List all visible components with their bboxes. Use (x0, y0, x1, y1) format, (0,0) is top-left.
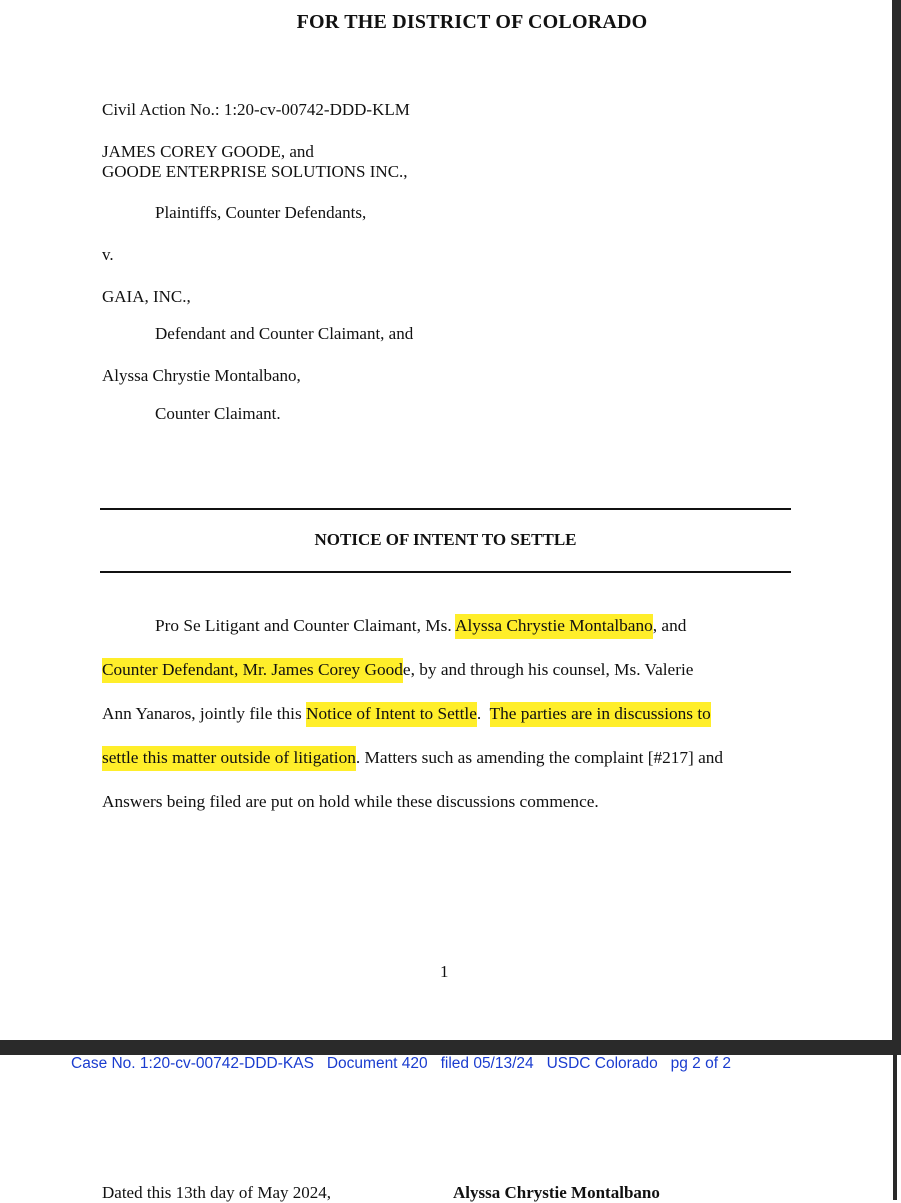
highlighted-text: Notice of Intent to Settle (306, 702, 477, 727)
page-2-right-edge (893, 1055, 897, 1200)
rule-bottom (100, 571, 791, 573)
plaintiff-name-2: GOODE ENTERPRISE SOLUTIONS INC., (102, 162, 408, 181)
body-text: , and (652, 616, 687, 635)
defendant-role-1: Defendant and Counter Claimant, and (155, 324, 414, 343)
page-break (0, 1040, 901, 1055)
highlighted-text: Alyssa Chrystie Montalbano (455, 614, 653, 639)
body-line-2 (102, 660, 790, 680)
body-text: Pro Se Litigant and Counter Claimant, Ms. (155, 616, 455, 635)
defendant-role-2: Counter Claimant. (155, 404, 281, 423)
body-line-1 (102, 616, 790, 636)
body-line-5: Answers being filed are put on hold while these discussions commence. (102, 792, 599, 811)
versus: v. (102, 245, 114, 264)
page-number: 1 (440, 962, 449, 981)
body-line-4 (102, 748, 790, 768)
body-text: e, by and through his counsel, Ms. Valerie (402, 660, 694, 679)
highlighted-text: Counter Defendant, Mr. James Corey Good (102, 658, 403, 683)
rule-top (100, 508, 791, 510)
body-text: . (476, 704, 490, 723)
defendant-name-1: GAIA, INC., (102, 287, 191, 306)
defendant-name-2: Alyssa Chrystie Montalbano, (102, 366, 301, 385)
court-heading: FOR THE DISTRICT OF COLORADO (296, 11, 648, 33)
dated-line: Dated this 13th day of May 2024, (102, 1183, 331, 1202)
signature-name: Alyssa Chrystie Montalbano (453, 1183, 660, 1202)
body-text: Ann Yanaros, jointly file this (102, 704, 307, 723)
body-text: . Matters such as amending the complaint [#217] and (355, 748, 724, 767)
page-1-right-edge (892, 0, 901, 1044)
highlighted-text: The parties are in discussions to (490, 702, 711, 727)
highlighted-text: settle this matter outside of litigation (102, 746, 356, 771)
notice-title: NOTICE OF INTENT TO SETTLE (314, 530, 577, 549)
civil-action-number: Civil Action No.: 1:20-cv-00742-DDD-KLM (102, 100, 410, 119)
ecf-header-stamp: Case No. 1:20-cv-00742-DDD-KAS Document 420 filed 05/13/24 USDC Colorado pg 2 of 2 (71, 1055, 731, 1072)
body-line-3 (102, 704, 790, 724)
plaintiff-name-1: JAMES COREY GOODE, and (102, 142, 314, 161)
plaintiff-role: Plaintiffs, Counter Defendants, (155, 203, 367, 222)
